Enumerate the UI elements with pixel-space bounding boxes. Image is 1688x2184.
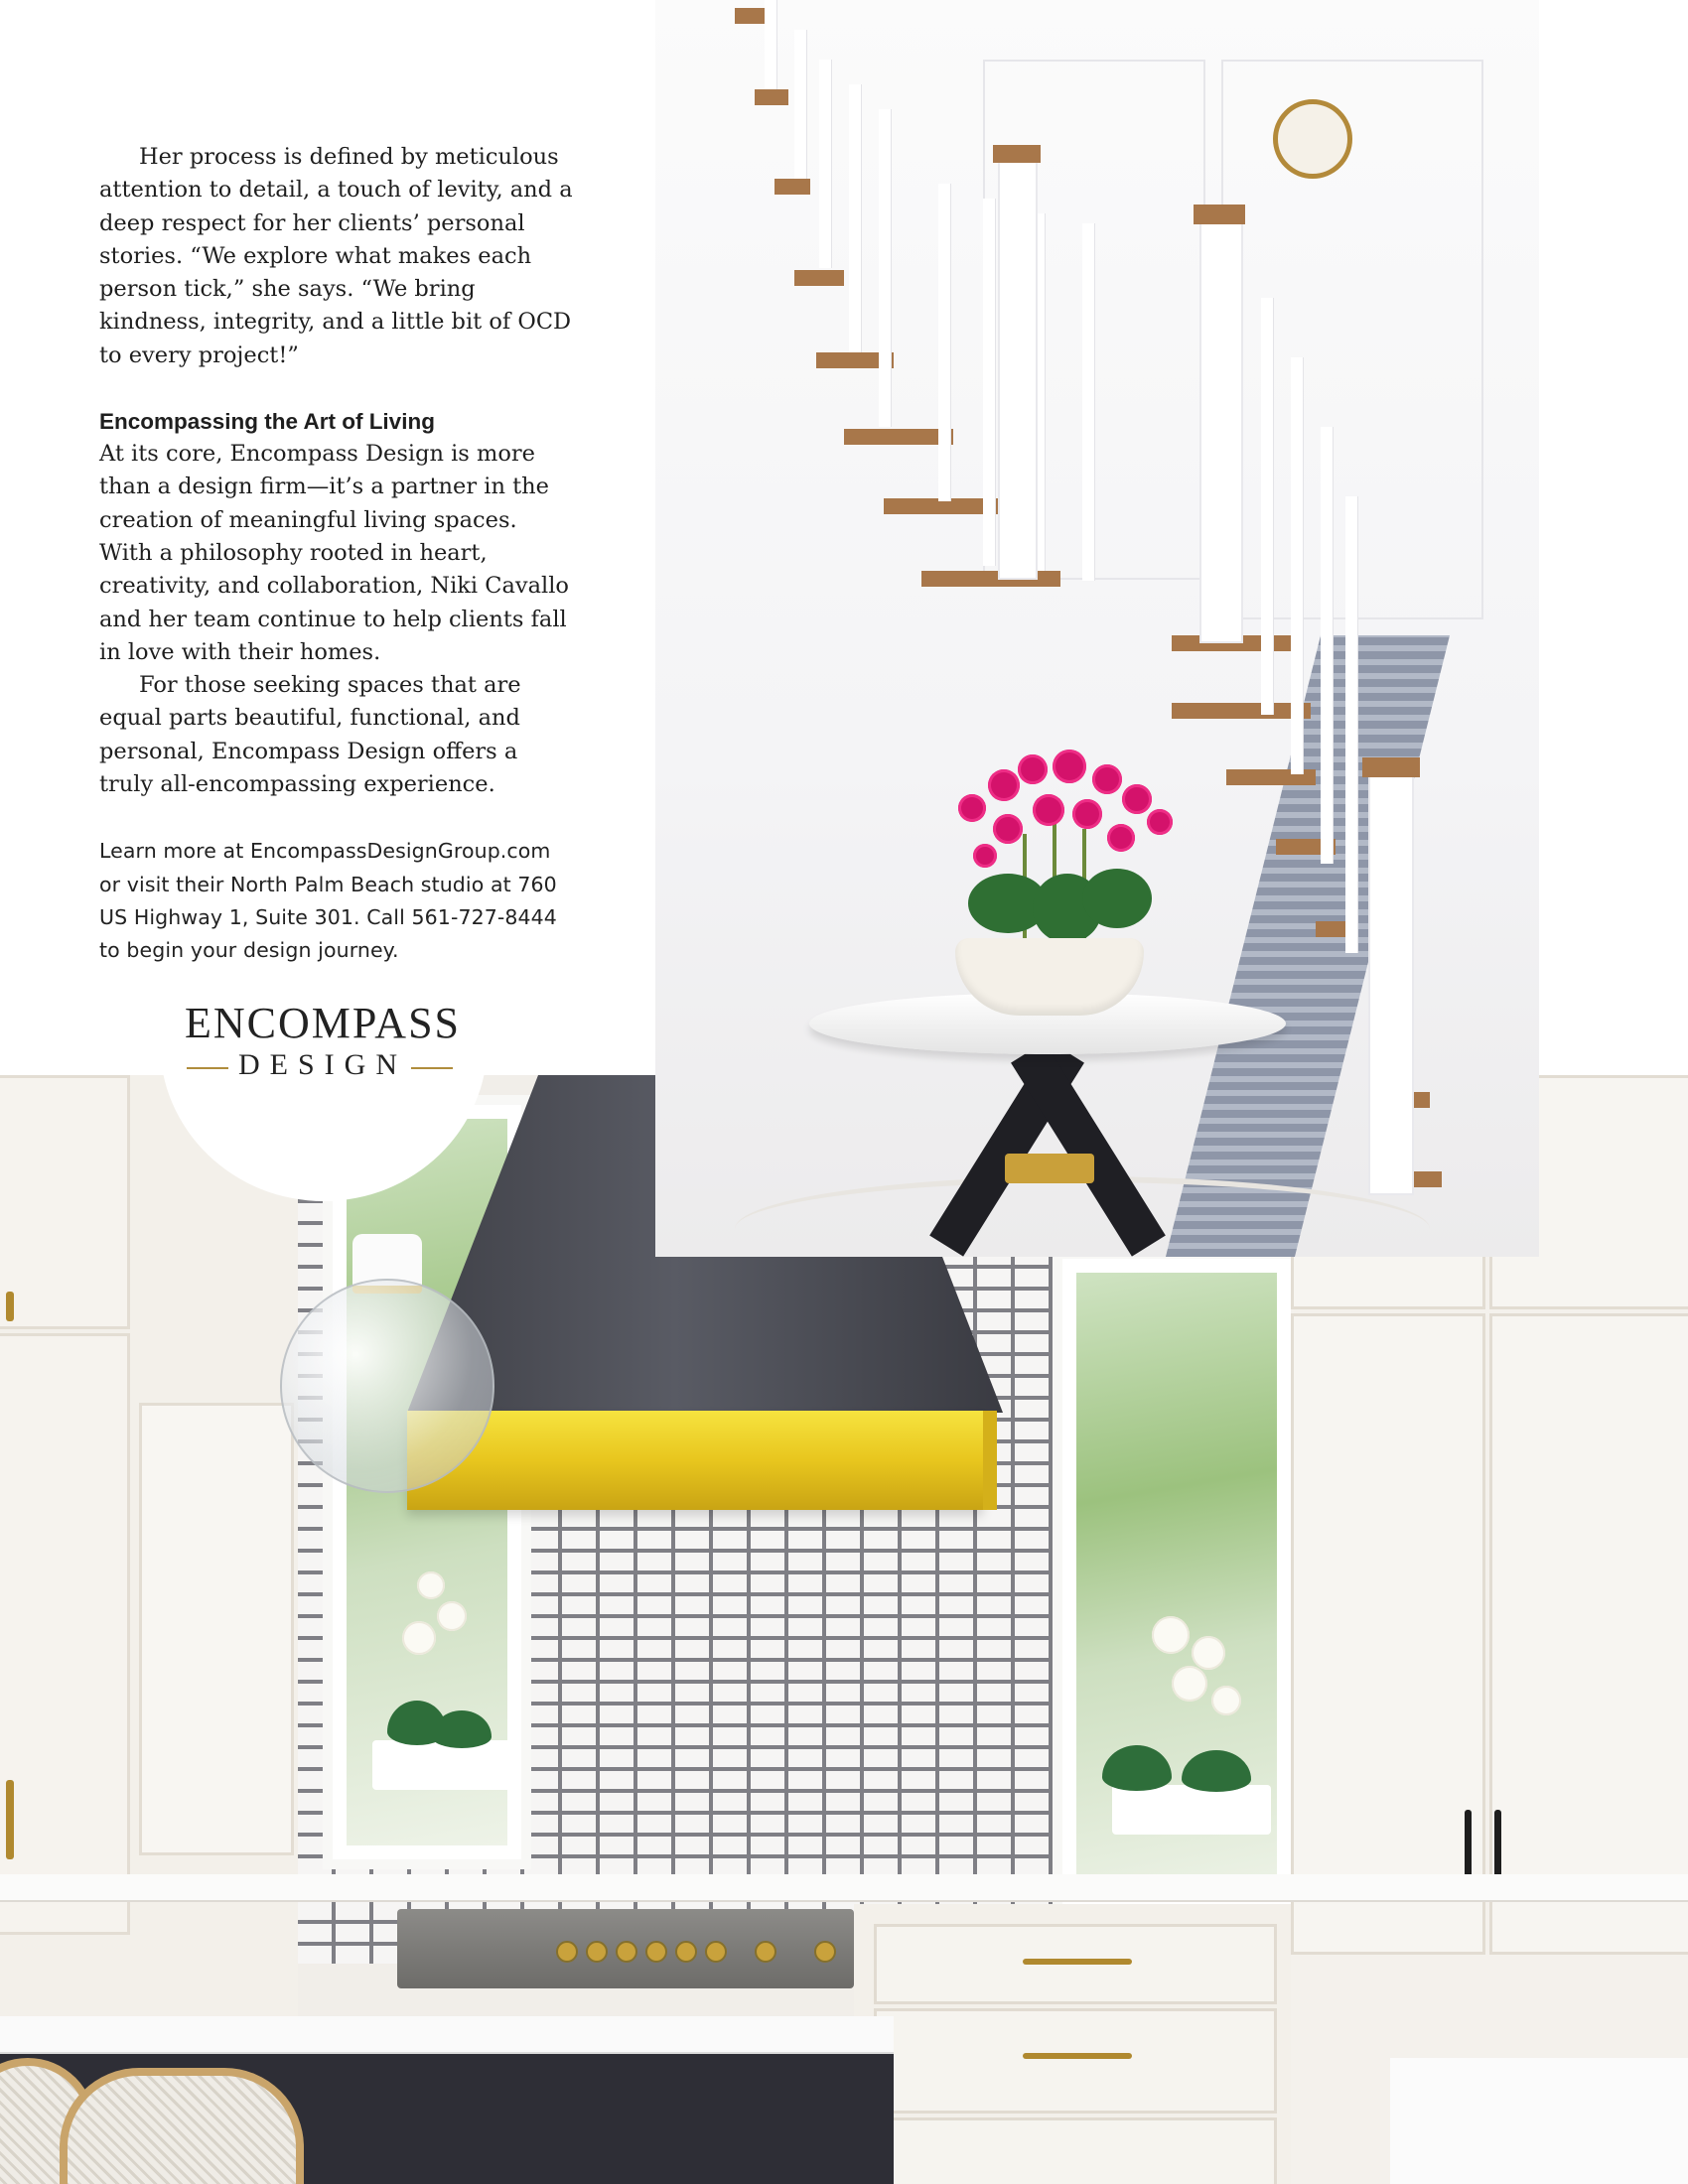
base-molding bbox=[735, 1176, 1430, 1257]
article-paragraph: At its core, Encompass Design is more than a design firm—it’s a partner in the creation of meaningful living spaces. With a philosophy rooted in heart, creativity, and collaboration, Niki Cavallo and her team continue to help clients fall in love with their homes. bbox=[99, 441, 569, 665]
wall-sconce bbox=[1273, 99, 1352, 179]
bar-stool bbox=[60, 2068, 304, 2184]
countertop bbox=[0, 1874, 1688, 1902]
logo-subtitle: DESIGN bbox=[238, 1048, 407, 1081]
article-paragraph: Her process is defined by meticulous attention to detail, a touch of levity, and a deep respect for her clients’ personal stories. “We explore what makes each person tick,” she says. “We bring kindness, integrity, and a little bit of OCD to every project!” bbox=[99, 144, 573, 368]
logo-wordmark: ENCOMPASS bbox=[184, 999, 462, 1047]
island-countertop bbox=[0, 2016, 894, 2054]
range-hood-brass-band bbox=[407, 1411, 983, 1510]
orchid-bowl bbox=[955, 938, 1144, 1016]
staircase-photo bbox=[655, 0, 1539, 1257]
pendant-light-globe bbox=[280, 1279, 494, 1493]
contact-callout: Learn more at EncompassDesignGroup.com or visit their North Palm Beach studio at 760 US Highway 1, Suite 301. Call 561-727-8444 to begin your design journey. bbox=[99, 839, 557, 963]
sink-counter bbox=[1390, 2058, 1688, 2184]
section-heading: Encompassing the Art of Living bbox=[99, 409, 435, 435]
article-text-column bbox=[99, 141, 576, 968]
table-brass-ring bbox=[1005, 1154, 1094, 1183]
window-right bbox=[1053, 1249, 1301, 1924]
lower-drawers bbox=[854, 1904, 1291, 2184]
article-paragraph: For those seeking spaces that are equal parts beautiful, functional, and personal, Encompass Design offers a truly all-encompassing experience. bbox=[99, 672, 521, 798]
